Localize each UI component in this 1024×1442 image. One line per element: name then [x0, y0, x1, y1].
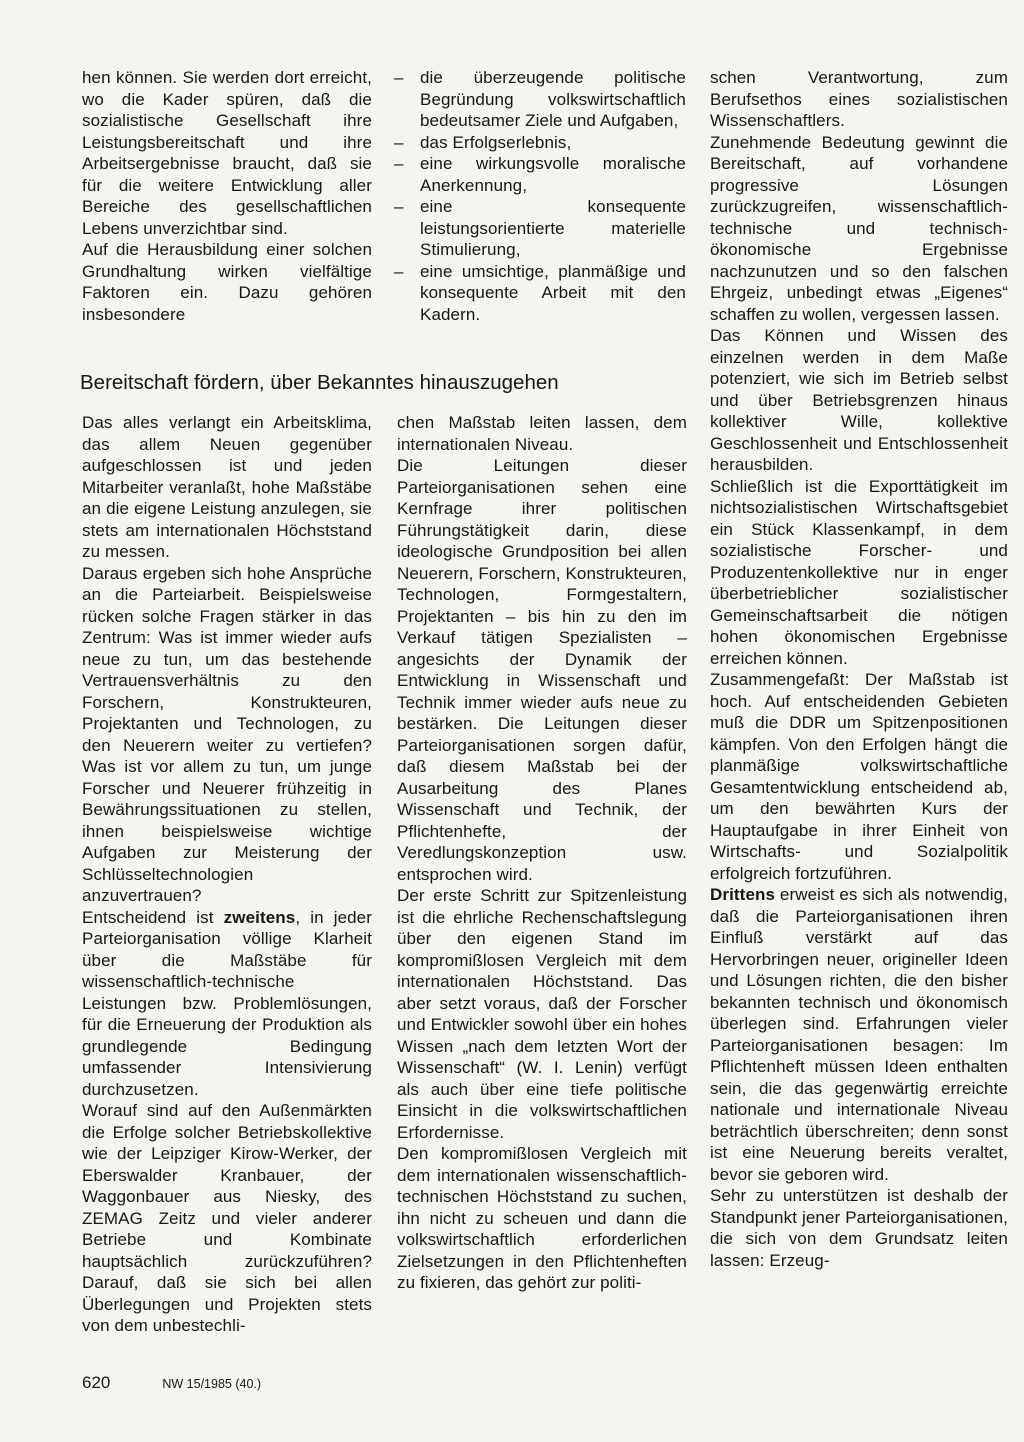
list-item: – die überzeugende politische Begründung volkswirtschaftlich bedeutsamer Ziele und Aufgaben,	[394, 68, 686, 130]
list-item: – das Erfolgserlebnis,	[394, 132, 572, 152]
emphasis: zweitens	[223, 907, 296, 927]
paragraph: Das Können und Wissen des einzelnen werden in dem Maße potenziert, wie sich im Betrieb selbst und über Betriebsgrenzen hinaus kollektiver Wille, kollektive Geschlossenheit und Entschlossenheit herausbilden.	[710, 326, 1008, 474]
paragraph: Schließlich ist die Exporttätigkeit im nichtsozialistischen Wirtschaftsgebiet ein Stück Klassenkampf, in dem sozialistische Forscher- und Produzentenkollektive nur in enger überbetrieblicher sozialistischer Gemeinschaftsarbeit die nötigen hohen ökonomischen Ergebnisse erreichen können.	[710, 476, 1008, 668]
paragraph: schen Verantwortung, zum Berufsethos eines sozialistischen Wissenschaftlers.	[710, 68, 1008, 130]
paragraph: Der erste Schritt zur Spitzenleistung ist die ehrliche Rechenschaftslegung über den eigenen Stand im kompromißlosen Vergleich mit dem internationalen Höchststand. Das aber setzt voraus, daß der Forscher und Entwickler sowohl über ein hohes Wissen „nach dem letzten Wort der Wissenschaft“ (W. I. Lenin) verfügt als auch über eine tiefe politische Einsicht in die volkswirtschaftlichen Erfordernisse.	[397, 886, 687, 1142]
paragraph: Entscheidend ist zweitens, in jeder Parteiorganisation völlige Klarheit über die Maßstäbe für wissenschaftlich-technische Leistungen bzw. Problemlösungen, für die Erneuerung der Produktion als grundlegende Bedingung umfassender Intensivierung durchzusetzen.	[82, 907, 372, 1099]
paragraph: Zunehmende Bedeutung gewinnt die Bereitschaft, auf vorhandene progressive Lösungen zurückzugreifen, wissenschaftlich-technische und technisch-ökonomische Ergebnisse nachzunutzen und so den falschen Ehrgeiz, unbedingt etwas „Eigenes“ schaffen zu wollen, vergessen lassen.	[710, 132, 1008, 324]
issue-reference: NW 15/1985 (40.)	[162, 1377, 262, 1391]
main-column-2	[397, 412, 687, 1294]
top-column-1	[82, 67, 372, 325]
list-item: – eine umsichtige, planmäßige und konsequente Arbeit mit den Kadern.	[394, 261, 686, 324]
page-footer	[82, 1373, 261, 1393]
top-column-2	[394, 67, 686, 325]
list-item: – eine wirkungsvolle moralische Anerkennung,	[394, 154, 686, 195]
paragraph: chen Maßstab leiten lassen, dem internationalen Niveau.	[397, 413, 687, 454]
section-heading: Bereitschaft fördern, über Bekanntes hinauszugehen	[80, 371, 559, 394]
paragraph: Die Leitungen dieser Parteiorganisationen sehen eine Kernfrage ihrer politischen Führungstätigkeit darin, diese ideologische Grundposition bei allen Neuerern, Forschern, Konstrukteuren, Technologen, Formgestaltern, Projektanten – bis hin zu den im Verkauf tätigen Spezialisten – angesichts der Dynamik der Entwicklung in Wissenschaft und Technik immer wieder aufs neue zu bestärken. Die Leitungen dieser Parteiorganisationen sorgen dafür, daß diesem Maßstab bei der Ausarbeitung des Planes Wissenschaft und Technik, der Pflichtenhefte, der Veredlungskonzeption usw. entsprochen wird.	[397, 456, 687, 884]
paragraph: Drittens erweist es sich als notwendig, daß die Parteiorganisationen ihren Einfluß verstärkt auf das Hervorbringen neuer, origineller Ideen und Lösungen richten, die den bisher bekannten technisch und ökonomisch überlegen sind. Erfahrungen vieler Parteiorganisationen besagen: Im Pflichtenheft müssen Ideen enthalten sein, die das gegenwärtig erreichte nationale und internationale Niveau beträchtlich überschreiten; denn sonst ist eine Neuerung bereits veraltet, bevor sie geboren wird.	[710, 885, 1008, 1184]
paragraph: Auf die Herausbildung einer solchen Grundhaltung wirken vielfältige Faktoren ein. Dazu gehören insbesondere	[82, 240, 372, 324]
list-item: – eine konsequente leistungsorientierte materielle Stimulierung,	[394, 197, 686, 259]
paragraph: Zusammengefaßt: Der Maßstab ist hoch. Auf entscheidenden Gebieten muß die DDR um Spitzenpositionen kämpfen. Von den Erfolgen hängt die planmäßige volkswirtschaftliche Gesamtentwicklung entscheidend ab, um den bewährten Kurs der Hauptaufgabe in ihrer Einheit von Wirtschafts- und Sozialpolitik erfolgreich fortzuführen.	[710, 670, 1008, 883]
emphasis: Drittens	[710, 885, 776, 904]
paragraph: Sehr zu unterstützen ist deshalb der Standpunkt jener Parteiorganisationen, die sich von dem Grundsatz leiten lassen: Erzeug-	[710, 1186, 1008, 1270]
main-column-3	[710, 67, 1008, 1271]
paragraph: Worauf sind auf den Außenmärkten die Erfolge solcher Betriebskollektive wie der Leipziger Kirow-Werker, der Eberswalder Kranbauer, der Waggonbauer aus Niesky, des ZEMAG Zeitz und vieler anderer Betriebe und Kombinate hauptsächlich zurückzuführen? Darauf, daß sie sich bei allen Überlegungen und Projekten stets von dem unbestechli-	[82, 1101, 372, 1335]
main-column-1	[82, 412, 372, 1337]
paragraph: Daraus ergeben sich hohe Ansprüche an die Parteiarbeit. Beispielsweise rücken solche Fragen stärker in das Zentrum: Was ist immer wieder aufs neue zu tun, um das bestehende Vertrauensverhältnis zu den Forschern, Konstrukteuren, Projektanten und Technologen, zu den Neuerern weiter zu vertiefen? Was ist vor allem zu tun, um junge Forscher und Neuerer frühzeitig in Bewährungssituationen zu stellen, ihnen beispielsweise wichtige Aufgaben zur Meisterung der Schlüsseltechnologien anzuvertrauen?	[82, 563, 372, 905]
paragraph: hen können. Sie werden dort erreicht, wo die Kader spüren, daß die sozialistische Gesellschaft ihre Leistungsbereitschaft und ihre Arbeitsergebnisse braucht, daß sie für die weitere Entwicklung aller Bereiche des gesellschaftlichen Lebens unverzichtbar sind.	[82, 68, 372, 238]
paragraph: Den kompromißlosen Vergleich mit dem internationalen wissenschaftlich-technischen Höchststand zu suchen, ihn nicht zu scheuen und dann die volkswirtschaftlich erforderlichen Zielsetzungen in den Pflichtenheften zu fixieren, das gehört zur politi-	[397, 1144, 687, 1292]
paragraph: Das alles verlangt ein Arbeitsklima, das allem Neuen gegenüber aufgeschlossen ist und jeden Mitarbeiter veranlaßt, hohe Maßstäbe an die eigene Leistung anzulegen, sie stets am internationalen Höchststand zu messen.	[82, 413, 372, 561]
page-number: 620	[82, 1373, 111, 1392]
factor-list	[394, 67, 686, 325]
